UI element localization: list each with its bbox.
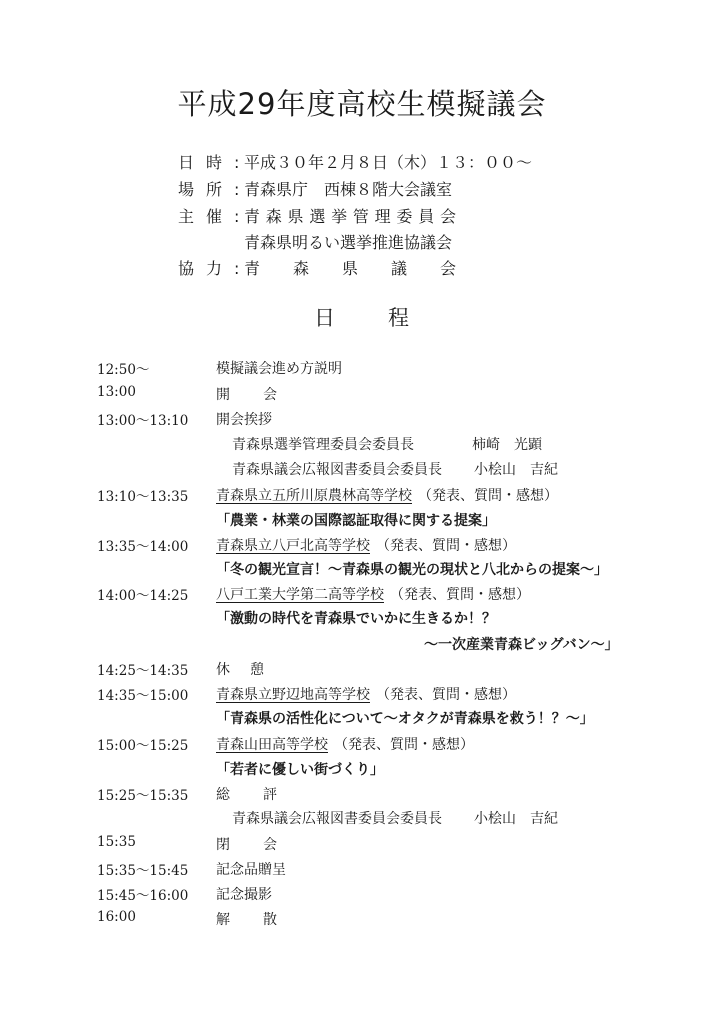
school-row: [216, 485, 558, 505]
schedule-time: 16:00: [97, 909, 136, 925]
school-detail: （発表、質問・感想）: [418, 488, 558, 504]
school-name: 青森県立八戸北高等学校: [216, 538, 370, 554]
date-row: 日時: 平成３０年２月８日（木）１３：００～: [178, 150, 532, 173]
host-row: 主催: 青森県選挙管理委員会: [178, 204, 456, 227]
schedule-event: 記念撮影: [216, 887, 272, 903]
coop-value: 青森県議会: [244, 259, 456, 278]
school-row: [216, 684, 516, 704]
schedule-time: 15:25～15:35: [97, 788, 189, 804]
schedule-time: 15:45～16:00: [97, 888, 189, 904]
schedule-time: 13:10～13:35: [97, 489, 189, 505]
coop-row: 協力: 青森県議会: [178, 256, 456, 279]
school-detail: （発表、質問・感想）: [376, 538, 516, 554]
schedule-time: 14:25～14:35: [97, 663, 189, 679]
schedule-event: 総評: [216, 787, 310, 803]
host-label: 主催: [178, 207, 235, 226]
school-row: [216, 584, 530, 604]
greeter-name: 柿崎 光顕: [472, 437, 542, 453]
schedule-event: 記念品贈呈: [216, 862, 286, 878]
school-name: 青森県立五所川原農林高等学校: [216, 488, 412, 504]
place-label: 場所: [178, 180, 235, 199]
school-detail: （発表、質問・感想）: [334, 737, 474, 753]
proposal-title: 「農業・林業の国際認証取得に関する提案」: [216, 513, 496, 529]
school-row: [216, 734, 474, 754]
school-name: 八戸工業大学第二高等学校: [216, 587, 384, 603]
page-title: 平成29年度高校生模擬議会: [177, 87, 547, 121]
schedule-event: 閉会: [216, 837, 310, 853]
schedule-heading-left: 日: [314, 306, 336, 330]
schedule-event: 解散: [216, 912, 310, 928]
schedule-heading-right: 程: [388, 306, 410, 330]
reviewer-name: 小桧山 吉紀: [474, 811, 558, 827]
school-detail: （発表、質問・感想）: [390, 587, 530, 603]
proposal-title: 「青森県の活性化について～オタクが青森県を救う！？～」: [216, 711, 594, 727]
school-name: 青森県立野辺地高等学校: [216, 687, 370, 703]
schedule-event: 開会挨拶: [216, 412, 272, 428]
proposal-title: 「若者に優しい街づくり」: [216, 762, 384, 778]
greeter-name: 小桧山 吉紀: [474, 462, 558, 478]
schedule-time: 13:35～14:00: [97, 539, 189, 555]
date-label: 日時: [178, 153, 235, 172]
greeter-role: 青森県議会広報図書委員会委員長: [232, 462, 442, 478]
schedule-time: 15:00～15:25: [97, 738, 189, 754]
schedule-time: 14:00～14:25: [97, 588, 189, 604]
schedule-event: 模擬議会進め方説明: [216, 361, 342, 377]
proposal-subtitle: ～一次産業青森ビッグバン～」: [424, 637, 619, 653]
place-value: 青森県庁 西棟８階大会議室: [244, 180, 453, 199]
school-detail: （発表、質問・感想）: [376, 687, 516, 703]
schedule-heading: [0, 302, 724, 332]
schedule-time: 12:50～: [97, 362, 150, 378]
schedule-event: 開会: [216, 387, 310, 403]
proposal-title: 「激動の時代を青森県でいかに生きるか！？: [216, 611, 496, 627]
date-value: 平成３０年２月８日（木）１３：００～: [244, 153, 533, 172]
coop-label: 協力: [178, 259, 235, 278]
proposal-title: 「冬の観光宣言！～青森県の観光の現状と八北からの提案～」: [216, 562, 608, 578]
schedule-time: 13:00: [97, 384, 136, 400]
schedule-event: 休憩: [216, 662, 284, 678]
host-value-2: 青森県明るい選挙推進協議会: [244, 233, 453, 252]
school-name: 青森山田高等学校: [216, 737, 328, 753]
place-row: 場所: 青森県庁 西棟８階大会議室: [178, 177, 452, 200]
host-value: 青森県選挙管理委員会: [244, 207, 456, 226]
schedule-time: 13:00～13:10: [97, 413, 189, 429]
schedule-time: 15:35: [97, 834, 136, 850]
school-row: [216, 535, 516, 555]
reviewer-role: 青森県議会広報図書委員会委員長: [232, 811, 442, 827]
greeter-role: 青森県選挙管理委員会委員長: [232, 437, 414, 453]
schedule-time: 14:35～15:00: [97, 688, 189, 704]
schedule-time: 15:35～15:45: [97, 863, 189, 879]
